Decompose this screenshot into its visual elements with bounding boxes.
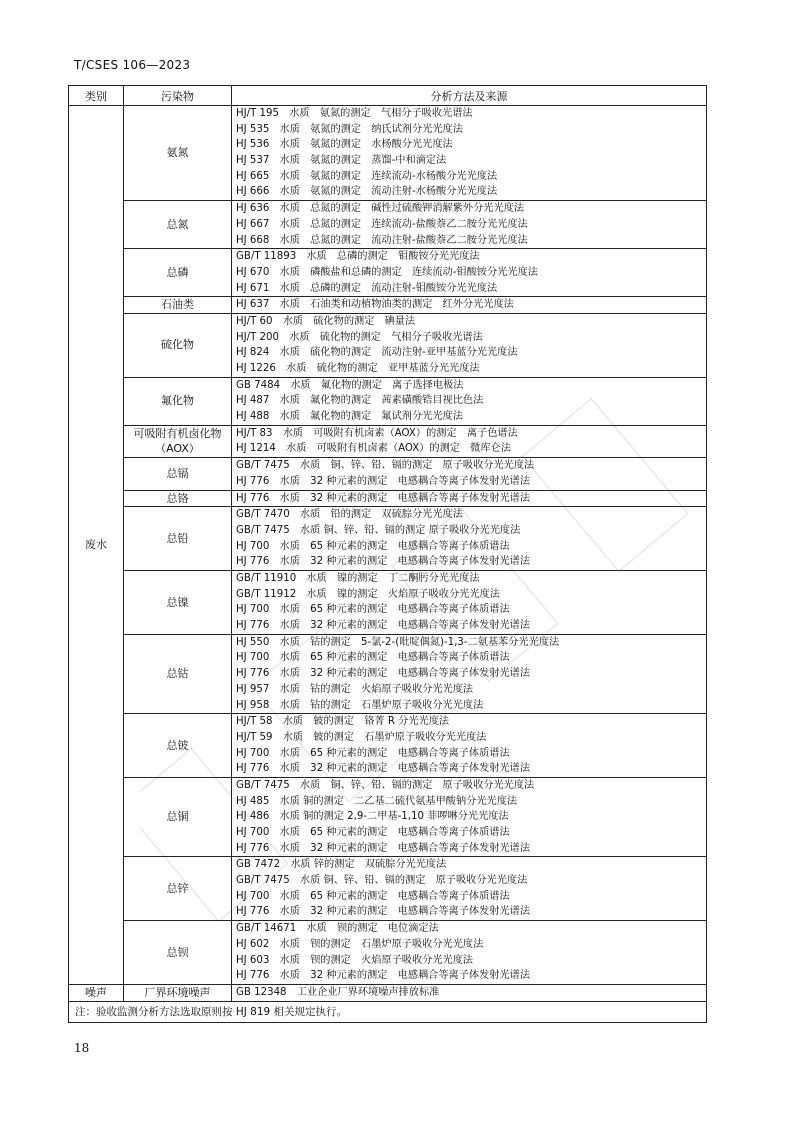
pollutant-cell: 氟化物	[124, 377, 232, 425]
table-row	[69, 634, 707, 713]
method-line: HJ 535 水质 氨氮的测定 纳氏试剂分光光度法	[236, 123, 463, 135]
method-line: HJ/T 58 水质 铍的测定 铬菁 R 分光光度法	[236, 716, 450, 728]
method-cell	[232, 490, 707, 507]
method-line: HJ 666 水质 氨氮的测定 流动注射-水杨酸分光光度法	[236, 186, 498, 198]
method-line: HJ 637 水质 石油类和动植物油类的测定 红外分光光度法	[236, 299, 514, 311]
method-line: HJ 700 水质 65 种元素的测定 电感耦合等离子体质谱法	[236, 652, 510, 664]
method-line: GB/T 14671 水质 钡的测定 电位滴定法	[236, 923, 439, 935]
method-line: HJ 776 水质 32 种元素的测定 电感耦合等离子体发射光谱法	[236, 842, 531, 854]
pollutant-cell: 总铬	[124, 490, 232, 507]
method-line: HJ 550 水质 钴的测定 5-氯-2-(吡啶偶氮)-1,3-二氨基苯分光光度法	[236, 636, 560, 648]
method-line: GB/T 7475 水质 铜、锌、铅、镉的测定 原子吸收分光光度法	[236, 875, 528, 887]
method-line: HJ 1214 水质 可吸附有机卤素（AOX）的测定 微库仑法	[236, 443, 511, 455]
pollutant-cell: 总锌	[124, 857, 232, 921]
method-line: HJ 700 水质 65 种元素的测定 电感耦合等离子体质谱法	[236, 890, 510, 902]
method-line: GB/T 7475 水质 铜、锌、铅、镉的测定 原子吸收分光光度法	[236, 460, 535, 472]
method-line: GB/T 11893 水质 总磷的测定 钼酸铵分光光度法	[236, 251, 480, 263]
method-line: HJ 670 水质 磷酸盐和总磷的测定 连续流动-钼酸铵分光光度法	[236, 266, 538, 278]
pollutant-cell: 总铜	[124, 777, 232, 856]
method-cell	[232, 201, 707, 249]
table-row	[69, 490, 707, 507]
pollutant-cell: 总氮	[124, 201, 232, 249]
table-body	[69, 106, 707, 1002]
method-line: HJ 700 水质 65 种元素的测定 电感耦合等离子体质谱法	[236, 604, 510, 616]
table-row	[69, 377, 707, 425]
table-row	[69, 458, 707, 490]
method-cell	[232, 425, 707, 457]
method-line: HJ 824 水质 硫化物的测定 流动注射-亚甲基蓝分光光度法	[236, 347, 518, 359]
method-line: HJ 776 水质 32 种元素的测定 电感耦合等离子体发射光谱法	[236, 668, 531, 680]
category-cell: 废水	[69, 106, 124, 985]
method-cell	[232, 634, 707, 713]
table-row	[69, 507, 707, 571]
method-cell	[232, 106, 707, 201]
pollutant-cell: 厂界环境噪声	[124, 984, 232, 1001]
method-line: HJ 776 水质 32 种元素的测定 电感耦合等离子体发射光谱法	[236, 556, 531, 568]
method-line: HJ 485 水质 铜的测定 二乙基二硫代氨基甲酸钠分光光度法	[236, 795, 518, 807]
method-line: HJ 671 水质 总磷的测定 流动注射-钼酸铵分光光度法	[236, 282, 498, 294]
method-line: HJ 667 水质 总氮的测定 连续流动-盐酸萘乙二胺分光光度法	[236, 218, 528, 230]
pollutant-cell: 可吸附有机卤化物（AOX）	[124, 425, 232, 457]
method-line: GB/T 7475 水质 铜、锌、铅、镉的测定 原子吸收分光光度法	[236, 524, 521, 536]
pollutant-cell: 总磷	[124, 249, 232, 297]
method-line: HJ 776 水质 32 种元素的测定 电感耦合等离子体发射光谱法	[236, 970, 531, 982]
header-method: 分析方法及来源	[232, 86, 707, 106]
method-line: HJ 488 水质 氟化物的测定 氟试剂分光光度法	[236, 411, 463, 423]
header-pollutant: 污染物	[124, 86, 232, 106]
method-cell	[232, 507, 707, 571]
method-line: GB 7472 水质 锌的测定 双硫腙分光光度法	[236, 859, 447, 871]
method-line: HJ/T 200 水质 硫化物的测定 气相分子吸收光谱法	[236, 331, 483, 343]
method-line: HJ 1226 水质 硫化物的测定 亚甲基蓝分光光度法	[236, 363, 480, 375]
method-line: HJ 776 水质 32 种元素的测定 电感耦合等离子体发射光谱法	[236, 475, 531, 487]
header-category: 类别	[69, 86, 124, 106]
method-cell	[232, 571, 707, 635]
table-row	[69, 571, 707, 635]
method-line: HJ 486 水质 铜的测定 2,9-二甲基-1,10 菲啰啉分光光度法	[236, 811, 509, 823]
pollutant-cell: 总钴	[124, 634, 232, 713]
table-row	[69, 106, 707, 201]
table-row	[69, 714, 707, 778]
method-cell	[232, 297, 707, 314]
table-header-row	[69, 86, 707, 106]
pollutant-cell: 总镉	[124, 458, 232, 490]
method-line: GB/T 11912 水质 镍的测定 火焰原子吸收分光光度法	[236, 588, 500, 600]
method-line: HJ 700 水质 65 种元素的测定 电感耦合等离子体质谱法	[236, 540, 510, 552]
method-line: GB 12348 工业企业厂界环境噪声排放标准	[236, 986, 440, 998]
table-row	[69, 921, 707, 985]
method-line: HJ/T 83 水质 可吸附有机卤素（AOX）的测定 离子色谱法	[236, 427, 518, 439]
method-line: HJ 700 水质 65 种元素的测定 电感耦合等离子体质谱法	[236, 747, 510, 759]
pollutant-cell: 硫化物	[124, 313, 232, 377]
method-line: HJ 603 水质 钡的测定 火焰原子吸收分光光度法	[236, 954, 474, 966]
method-line: HJ 537 水质 氨氮的测定 蒸馏-中和滴定法	[236, 155, 447, 167]
method-cell	[232, 777, 707, 856]
table-row	[69, 249, 707, 297]
table-note: 注：验收监测分析方法选取原则按 HJ 819 相关规定执行。	[69, 1001, 707, 1022]
pollutant-cell: 总铅	[124, 507, 232, 571]
method-line: HJ 776 水质 32 种元素的测定 电感耦合等离子体发射光谱法	[236, 763, 531, 775]
method-line: HJ 536 水质 氨氮的测定 水杨酸分光光度法	[236, 139, 453, 151]
method-line: HJ 602 水质 钡的测定 石墨炉原子吸收分光光度法	[236, 938, 484, 950]
method-line: HJ 487 水质 氟化物的测定 茜素磺酸锆目视比色法	[236, 395, 484, 407]
analysis-method-table	[68, 85, 707, 1023]
method-line: HJ 668 水质 总氮的测定 流动注射-盐酸萘乙二胺分光光度法	[236, 234, 528, 246]
method-line: HJ 958 水质 钴的测定 石墨炉原子吸收分光光度法	[236, 699, 484, 711]
method-line: HJ 636 水质 总氮的测定 碱性过硫酸钾消解紫外分光光度法	[236, 203, 525, 215]
method-line: HJ 700 水质 65 种元素的测定 电感耦合等离子体质谱法	[236, 827, 510, 838]
method-line: HJ/T 59 水质 铍的测定 石墨炉原子吸收分光光度法	[236, 731, 487, 743]
method-line: GB/T 11910 水质 镍的测定 丁二酮肟分光光度法	[236, 573, 480, 584]
method-line: HJ/T 195 水质 氨氮的测定 气相分子吸收光谱法	[236, 108, 473, 119]
method-cell	[232, 984, 707, 1001]
method-line: HJ 957 水质 钴的测定 火焰原子吸收分光光度法	[236, 683, 474, 695]
standard-code: T/CSES 106—2023	[74, 58, 191, 72]
table-row	[69, 201, 707, 249]
method-line: HJ 776 水质 32 种元素的测定 电感耦合等离子体发射光谱法	[236, 620, 531, 632]
method-line: GB 7484 水质 氟化物的测定 离子选择电极法	[236, 379, 464, 391]
table-row	[69, 313, 707, 377]
pollutant-cell: 总镍	[124, 571, 232, 635]
method-cell	[232, 249, 707, 297]
method-cell	[232, 714, 707, 778]
method-line: HJ 665 水质 氨氮的测定 连续流动-水杨酸分光光度法	[236, 170, 498, 182]
method-line: GB/T 7470 水质 铅的测定 双硫腙分光光度法	[236, 509, 463, 521]
method-cell	[232, 377, 707, 425]
method-line: HJ 776 水质 32 种元素的测定 电感耦合等离子体发射光谱法	[236, 906, 531, 918]
table-row	[69, 984, 707, 1001]
note-row	[69, 1001, 707, 1022]
method-cell	[232, 458, 707, 490]
pollutant-cell: 石油类	[124, 297, 232, 314]
method-line: HJ 776 水质 32 种元素的测定 电感耦合等离子体发射光谱法	[236, 492, 531, 504]
pollutant-cell: 总钡	[124, 921, 232, 985]
page-number: 18	[74, 1041, 90, 1055]
pollutant-cell: 总铍	[124, 714, 232, 778]
pollutant-cell: 氨氮	[124, 106, 232, 201]
table-row	[69, 425, 707, 457]
table-row	[69, 857, 707, 921]
method-line: HJ/T 60 水质 硫化物的测定 碘量法	[236, 315, 416, 327]
category-cell: 噪声	[69, 984, 124, 1001]
method-line: GB/T 7475 水质 铜、锌、铅、镉的测定 原子吸收分光光度法	[236, 779, 535, 791]
method-cell	[232, 857, 707, 921]
table-row	[69, 777, 707, 856]
method-cell	[232, 313, 707, 377]
method-cell	[232, 921, 707, 985]
table-row	[69, 297, 707, 314]
